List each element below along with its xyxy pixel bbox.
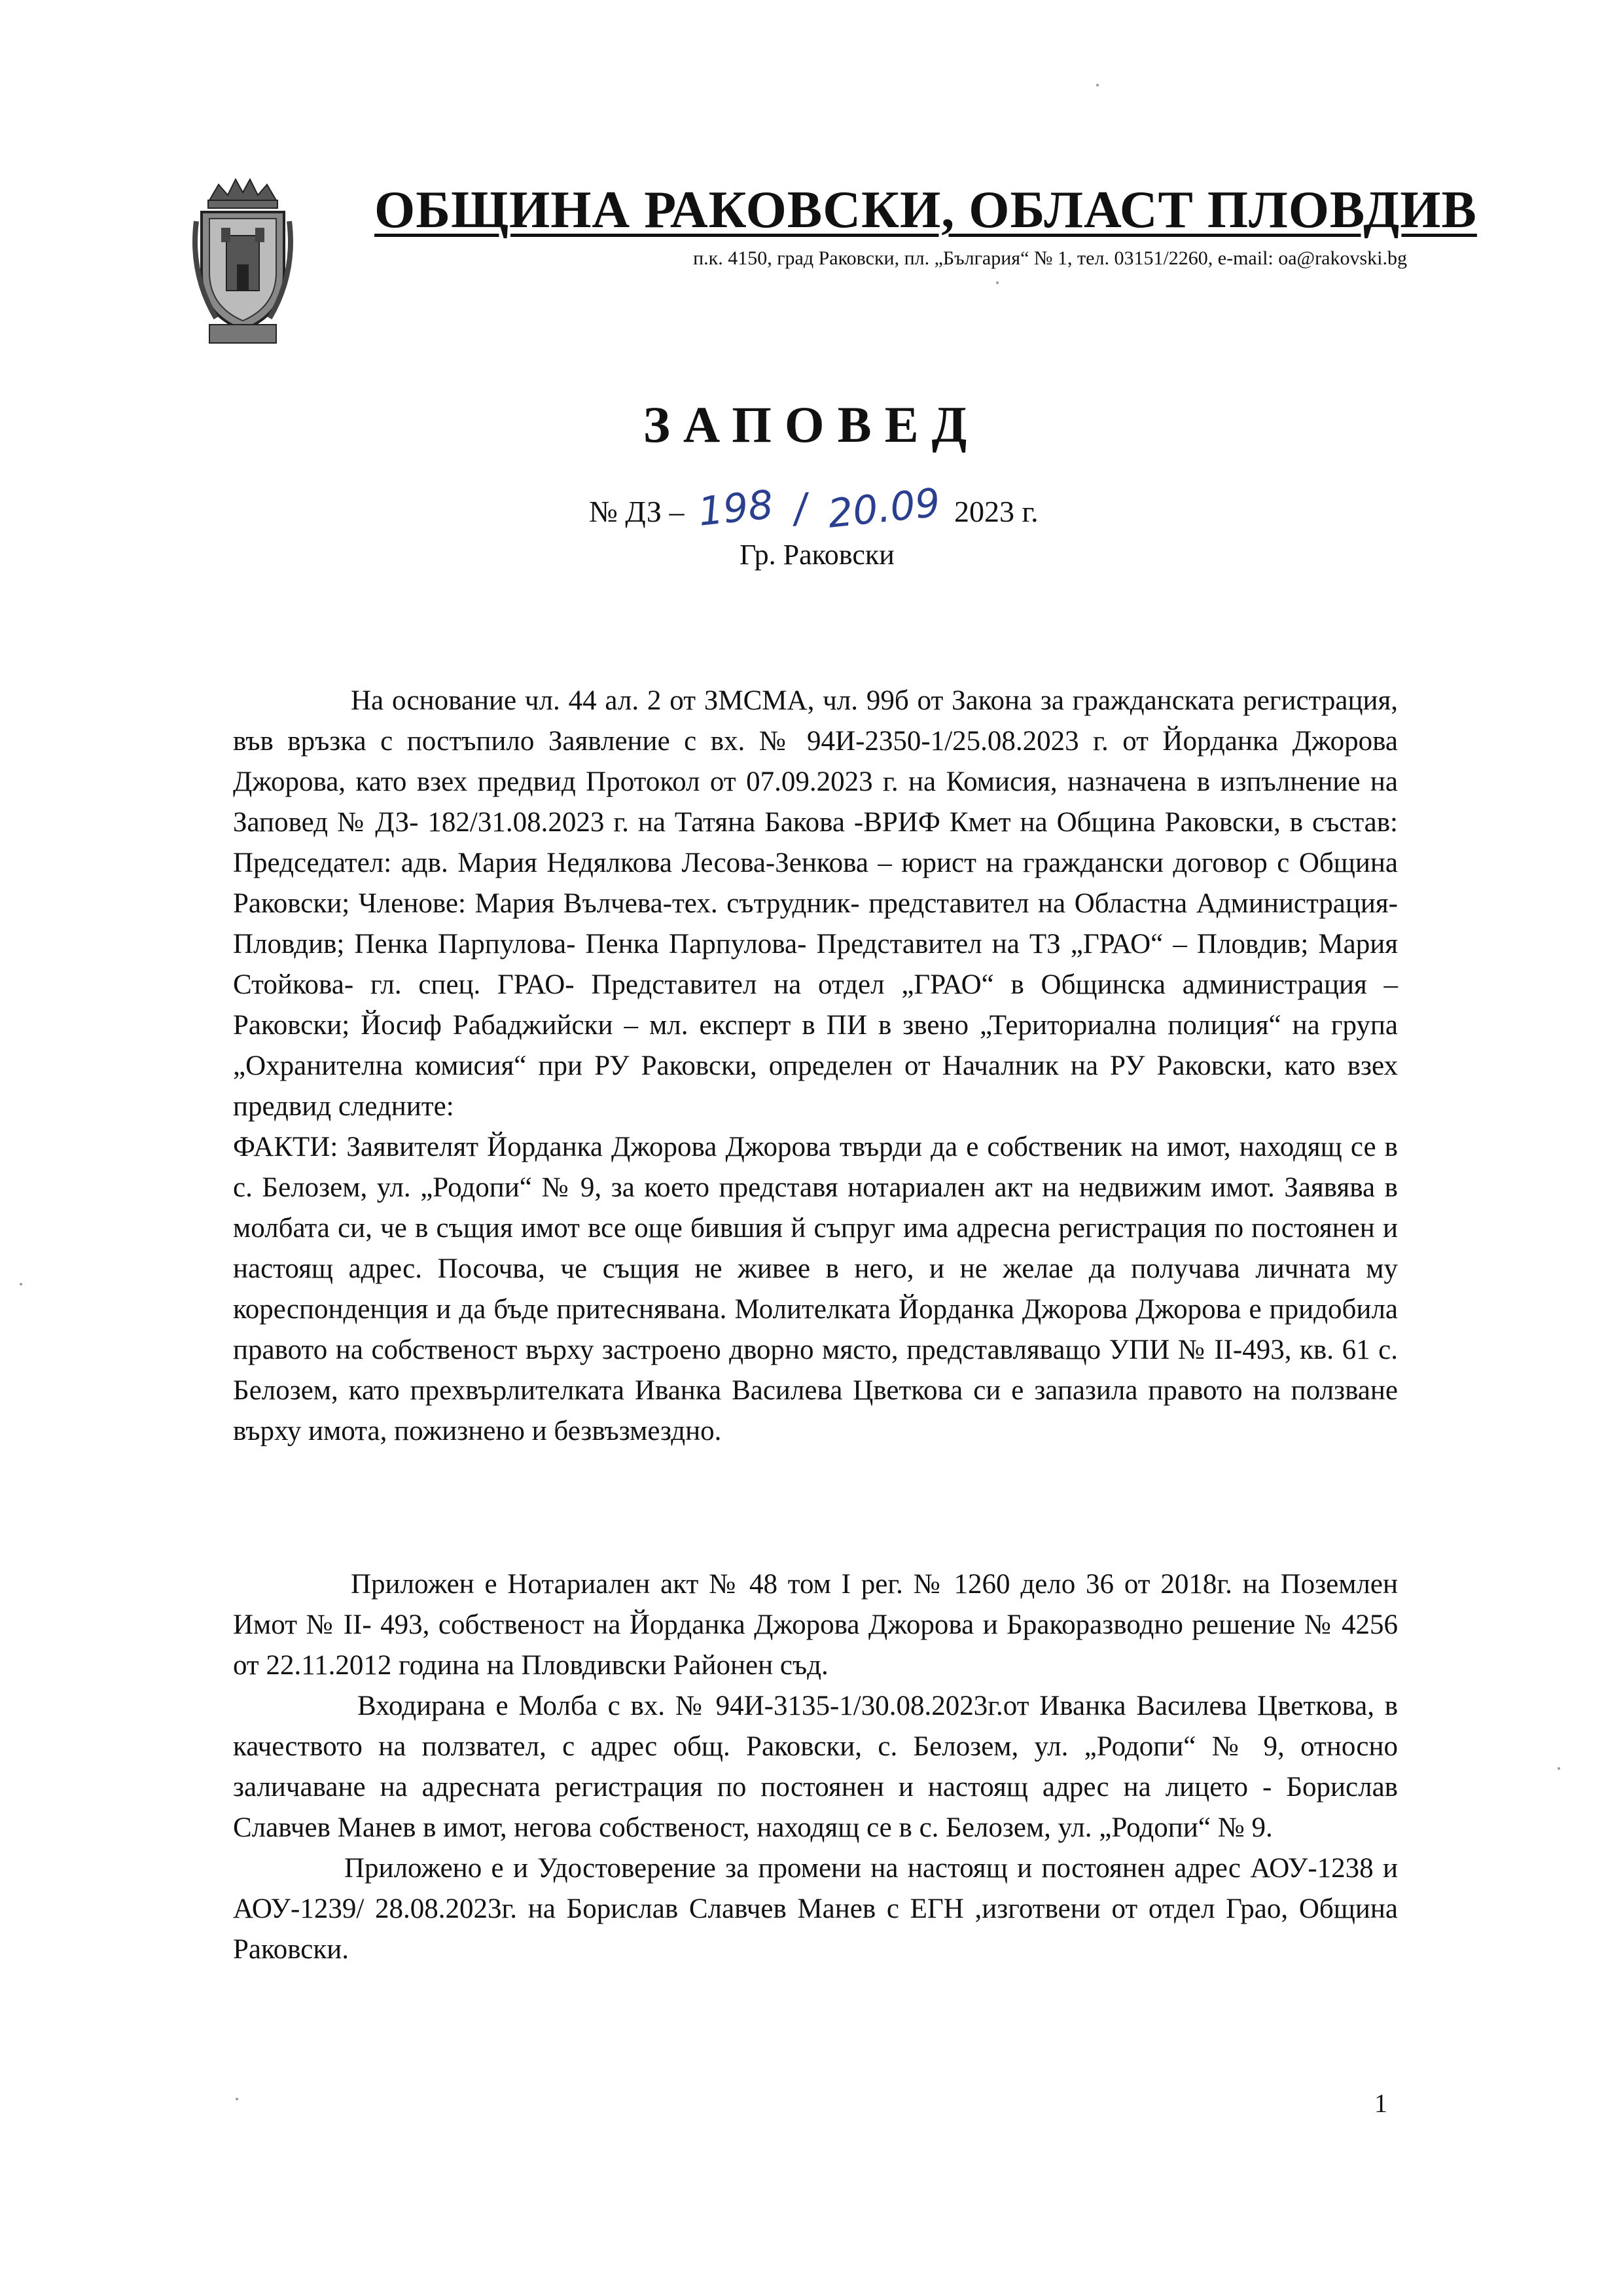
handwritten-order-number: 198 (696, 482, 776, 535)
scan-speck (236, 2098, 238, 2100)
body-section-2 (233, 1564, 1398, 1970)
scan-speck (996, 281, 999, 284)
document-title: ЗАПОВЕД (643, 396, 980, 453)
municipality-contacts: п.к. 4150, град Раковски, пл. „България“ № 1, тел. 03151/2260, e-mail: oa@rakovski.bg (693, 247, 1407, 269)
attached-deed-paragraph: Приложен е Нотариален акт № 48 том I рег. № 1260 дело 36 от 2018г. на Поземлен Имот № II- 493, собственост на Йорданка Джорова Джорова и Бракоразводно решение № 4256 от 22.11.2012 година на Пловдивски Районен съд. (233, 1569, 1398, 1681)
municipality-title: ОБЩИНА РАКОВСКИ, ОБЛАСТ ПЛОВДИВ (374, 181, 1477, 239)
intro-paragraph: На основание чл. 44 ал. 2 от ЗМСМА, чл. 99б от Закона за гражданската регистрация, във връзка с постъпило Заявление с вх. № 94И-2350-1/25.08.2023 г. от Йорданка Джорова Джорова, като взех предвид Протокол от 07.09.2023 г. на Комисия, назначена в изпълнение на Заповед № ДЗ- 182/31.08.2023 г. на Татяна Бакова -ВРИФ Кмет на Община Раковски, в състав: Председател: адв. Мария Недялкова Лесова-Зенкова – юрист на граждански договор с Община Раковски; Членове: Мария Вълчева-тех. сътрудник- представител на Областна Администрация- Пловдив; Пенка Парпулова- Пенка Парпулова- Представител на ТЗ „ГРАО“ – Пловдив; Мария Стойкова- гл. спец. ГРАО- Представител на отдел „ГРАО“ в Общинска администрация – Раковски; Йосиф Рабаджийски – мл. експерт в ПИ в звено „Териториална полиция“ на група „Охранителна комисия“ при РУ Раковски, определен от Началник на РУ Раковски, като взех предвид следните: (233, 685, 1398, 1122)
facts-paragraph: ФАКТИ: Заявителят Йорданка Джорова Джорова твърди да е собственик на имот, находящ се в с. Белозем, ул. „Родопи“ № 9, за което представя нотариален акт на недвижим имот. Заявява в молбата си, че в същия имот все още бившия й съпруг има адресна регистрация по постоянен и настоящ адрес. Посочва, че същия не живее в него, и не желае да получава личната му кореспонденция и да бъде притеснявана. Молителката Йорданка Джорова Джорова е придобила правото на собственост върху застроено дворно място, представляващо УПИ № II-493, кв. 61 с. Белозем, като прехвърлителката Иванка Василева Цветкова си е запазила правото на ползване върху имота, пожизнено и безвъзмездно. (233, 1132, 1398, 1446)
scan-speck (20, 1283, 22, 1285)
issue-city: Гр. Раковски (740, 539, 895, 571)
body-section-1 (233, 681, 1398, 1452)
scan-speck (1558, 1767, 1560, 1770)
scan-speck (1096, 84, 1099, 86)
handwritten-order-date: 20.09 (825, 480, 942, 537)
order-prefix: № ДЗ – (589, 495, 685, 528)
municipality-crest-icon (190, 175, 296, 347)
certificate-paragraph: Приложено е и Удостоверение за промени на настоящ и постоянен адрес АОУ-1238 и АОУ-1239/ 28.08.2023г. на Борислав Славчев Манев с ЕГН ,изготвени от отдел Грао, Община Раковски. (233, 1853, 1398, 1965)
request-paragraph: Входирана е Молба с вх. № 94И-3135-1/30.08.2023г.от Иванка Василева Цветкова, в качеството на ползвател, с адрес общ. Раковски, с. Белозем, ул. „Родопи“ № 9, относно заличаване на адресната регистрация по постоянен и настоящ адрес на лицето - Борислав Славчев Манев в имот, негова собственост, находящ се в с. Белозем, ул. „Родопи“ № 9. (233, 1691, 1398, 1843)
order-year: 2023 г. (954, 495, 1039, 528)
handwritten-separator: / (791, 485, 810, 532)
order-number-line (589, 480, 1039, 537)
page-number: 1 (1374, 2089, 1387, 2118)
